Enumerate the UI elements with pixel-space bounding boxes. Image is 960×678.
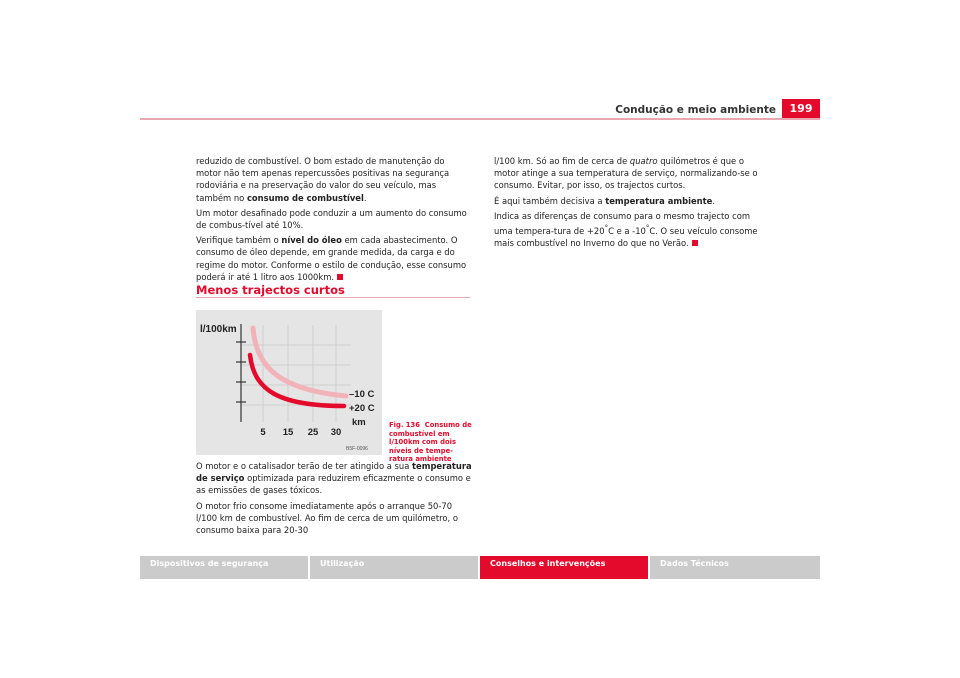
paragraph-oil: Verifique também o nível do óleo em cada abastecimento. O consumo de óleo depende, em grande medida, da carga e do regime do motor. Conforme o estilo de condução, esse consumo poderá ir até 1 litro aos 1000km. xyxy=(196,235,467,282)
italic-term: quatro xyxy=(629,156,658,166)
paragraph-ambient: É aqui também decisiva a temperatura ambiente. xyxy=(494,195,715,206)
paragraph-maintenance: reduzido de combustível. O bom estado de manutenção do motor não tem apenas repercussões positivas na segurança rodoviária e na preservação do valor do seu veículo, mas também no consumo de combustível. xyxy=(196,156,450,203)
end-of-section-mark xyxy=(692,240,698,246)
y-axis-label: l/100km xyxy=(200,324,237,335)
header-rule xyxy=(140,118,820,120)
x-tick-label: 25 xyxy=(307,427,319,438)
x-tick-label: 5 xyxy=(260,427,266,438)
curve-cold-label: –10 C xyxy=(349,389,375,400)
paragraph-differences: Indica as diferenças de consumo para o mesmo trajecto com uma tempera-tura de +20°C e a -10°C. O seu veículo consome mais combustível no Inverno do que no Verão. xyxy=(494,210,758,249)
paragraph-catalyst: O motor e o catalisador terão de ter atingido a sua temperatura de serviço optimizada para reduzirem eficazmente o consumo e as emissões de gases tóxicos. xyxy=(196,461,472,496)
footer-tab-safety[interactable]: Dispositivos de segurança xyxy=(140,556,308,579)
consumption-diagram xyxy=(196,310,382,455)
figure-caption-text: Consumo de combustível em l/100km com dois níveis de tempe-ratura ambiente xyxy=(389,421,472,463)
bold-term: temperatura de serviço xyxy=(196,461,472,484)
figure-number: Fig. 136 xyxy=(389,421,420,429)
figure-caption xyxy=(389,421,473,464)
paragraph-cold-engine: O motor frio consome imediatamente após o arranque 50-70 l/100 km de combustível. Ao fim de cerca de um quilómetro, o consumo baixa para 20-30 xyxy=(196,500,458,536)
end-of-section-mark xyxy=(337,274,343,280)
section-rule xyxy=(196,297,470,298)
running-header: Condução e meio ambiente xyxy=(615,104,776,116)
bold-term: temperatura ambiente xyxy=(605,195,713,206)
curve-warm-label: +20 C xyxy=(349,403,375,414)
x-axis-unit: km xyxy=(352,417,366,428)
figure-code: B5F-0096 xyxy=(346,446,368,452)
section-title: Menos trajectos curtos xyxy=(196,283,345,297)
bold-term: consumo de combustível xyxy=(246,192,364,203)
page-number: 199 xyxy=(782,99,820,119)
footer-tab-technical[interactable]: Dados Técnicos xyxy=(650,556,820,579)
left-column-bottom xyxy=(196,460,472,539)
x-tick-label: 30 xyxy=(330,427,342,438)
right-column xyxy=(494,155,770,252)
paragraph-tuning: Um motor desafinado pode conduzir a um aumento do consumo de combus-tível até 10%. xyxy=(196,207,467,231)
footer-tab-advice[interactable]: Conselhos e intervenções xyxy=(480,556,648,579)
bold-term: nível do óleo xyxy=(281,235,342,246)
x-tick-label: 15 xyxy=(282,427,294,438)
left-column-top xyxy=(196,155,472,286)
paragraph-service-temp: l/100 km. Só ao fim de cerca de quatro quilómetros é que o motor atinge a sua temperatura de serviço, normalizando-se o consumo. Evitar, por isso, os trajectos curtos. xyxy=(494,156,758,191)
footer-tab-usage[interactable]: Utilização xyxy=(310,556,478,579)
figure-consumption-curves xyxy=(196,310,382,455)
